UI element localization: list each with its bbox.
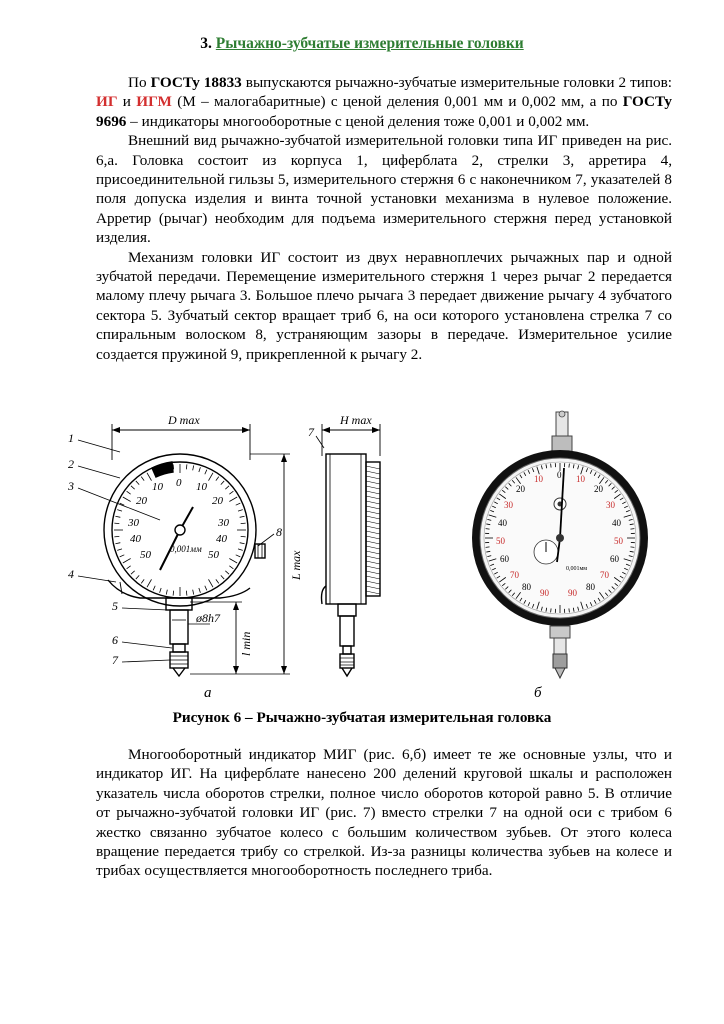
dial-b-num: 30 — [504, 500, 513, 510]
gost-9696: ГОСТу 9696 — [96, 93, 672, 130]
dial-tick — [630, 547, 634, 548]
dial-tick — [153, 586, 155, 591]
dial-tick — [205, 586, 207, 591]
dial-tick — [115, 543, 120, 544]
dial-tick — [186, 464, 187, 469]
knurl-line — [366, 566, 380, 569]
dial-tick — [127, 566, 131, 569]
dial-tick — [123, 497, 131, 502]
dial-tick — [236, 503, 241, 505]
dial-a-labels — [127, 477, 230, 561]
dial-tick — [240, 543, 245, 544]
paragraph-1: По ГОСТу 18833 выпускаются рычажно-зубчатые измерительные головки 2 типов: ИГ и ИГМ (М – малогабаритные) с ценой деления 0,001 мм и 0,002 мм, а по ГОСТу 9696 – индикаторы многооборотные с ценой деления тоже 0,001 и 0,002 мм. — [96, 74, 673, 130]
knurl-line — [366, 541, 380, 544]
text-block-top — [96, 73, 672, 364]
dial-b-num: 20 — [594, 484, 603, 494]
knurl-line — [366, 516, 380, 519]
callout-6: 6 — [112, 633, 118, 647]
knurl-line — [366, 496, 380, 499]
dial-b-num: 70 — [600, 570, 609, 580]
dial-a-num: 10 — [152, 481, 163, 493]
dial-a-num: 20 — [212, 495, 223, 507]
dial-a-num: 40 — [130, 533, 141, 545]
knurl-line — [366, 551, 380, 554]
paragraph-3: Механизм головки ИГ состоит из двух неравноплечих рычажных пар и одной зубчатой передачи. Перемещение измерительного стержня 1 через рычаг 2 передается малому плечу рычага 3. Большое плечо рычага 3 передает движение рычагу 4 зубчатого сектора 5. Зубчатый сектор вращает триб 6, на оси которого установлена стрелка 7 со спиральным волоском 8, устраняющим зазоры в передаче. Измерительное усилие создается пружиной 9, прикрепленной к рычагу 2. — [96, 248, 672, 363]
knurl-line — [366, 491, 380, 494]
figure-label-b: б — [534, 685, 542, 701]
figure-6 — [60, 410, 680, 701]
dial-tick — [486, 529, 490, 530]
type-ig: ИГ — [96, 93, 118, 111]
callout-7: 7 — [112, 653, 118, 667]
dial-tick — [236, 555, 241, 557]
knurl-line — [366, 571, 380, 574]
figure-label-a: а — [204, 685, 212, 701]
knurl-line — [366, 501, 380, 504]
dial-b-num: 10 — [576, 474, 585, 484]
dial-tick — [209, 579, 214, 587]
section-number: 3. — [200, 35, 212, 52]
dial-b-num: 60 — [500, 554, 509, 564]
dial-tick — [229, 497, 237, 502]
callout-2: 2 — [68, 457, 74, 471]
section-heading — [0, 34, 724, 53]
dial-tick — [131, 571, 135, 574]
dial-tick — [486, 547, 490, 548]
knurl-line — [366, 511, 380, 514]
dial-b-num: 70 — [510, 570, 519, 580]
dial-b-num: 20 — [516, 484, 525, 494]
knurl-line — [366, 486, 380, 489]
dial-tick — [114, 523, 119, 524]
dial-a-num: 20 — [136, 495, 147, 507]
dial-tick — [186, 591, 187, 596]
dial-b-num: 80 — [586, 582, 595, 592]
dial-a-unit: 0,001мм — [170, 544, 202, 554]
dial-b-unit: 0,001мм — [566, 566, 588, 572]
figure-caption: Рисунок 6 – Рычажно-зубчатая измерительная головка — [172, 709, 552, 726]
knurl-line — [366, 466, 380, 469]
callout-8: 8 — [276, 525, 282, 539]
type-igm: ИГМ — [136, 93, 172, 111]
figure-drawing — [60, 410, 680, 690]
knurl-line — [366, 576, 380, 579]
dial-tick — [240, 516, 245, 517]
knurl-line — [366, 481, 380, 484]
dial-tick — [147, 473, 152, 481]
dial-b-num: 90 — [540, 588, 549, 598]
dial-tick — [216, 477, 219, 481]
dial-tick — [114, 536, 119, 537]
dial-tick — [193, 590, 194, 595]
dial-b-num: 40 — [612, 518, 621, 528]
dial-tick — [216, 579, 219, 583]
knurl-line — [366, 556, 380, 559]
dial-a-num: 0 — [176, 477, 182, 489]
dial-tick — [123, 559, 131, 564]
dial-tick — [141, 579, 144, 583]
dial-tick — [569, 464, 570, 468]
dial-tick — [136, 481, 139, 485]
dial-tick — [229, 566, 233, 569]
dial-tick — [238, 549, 243, 551]
dial-tick — [120, 555, 125, 557]
dial-tick — [221, 481, 224, 485]
dial-a-num: 10 — [196, 481, 207, 493]
dial-tick — [209, 473, 214, 481]
dim-dmax: D max — [168, 413, 200, 427]
dial-a-num: 50 — [208, 549, 219, 561]
dial-b-num: 0 — [557, 470, 562, 480]
dial-b-num: 50 — [614, 536, 623, 546]
dial-tick — [241, 523, 246, 524]
dial-tick — [166, 590, 167, 595]
dial-tick — [229, 491, 233, 494]
dial-a-num: 30 — [218, 517, 229, 529]
knurl-line — [366, 506, 380, 509]
dial-tick — [117, 510, 122, 512]
drawing-a-side — [316, 424, 380, 676]
dial-tick — [630, 529, 634, 530]
dial-tick — [131, 486, 135, 489]
dial-a-num: 30 — [128, 517, 139, 529]
dial-tick — [117, 549, 122, 551]
dial-tick — [205, 470, 207, 475]
dial-tick — [193, 465, 194, 470]
dial-tick — [551, 464, 552, 468]
gost-18833: ГОСТу 18833 — [150, 74, 242, 91]
knurl-line — [366, 536, 380, 539]
dial-tick — [199, 467, 201, 472]
dial-tick — [238, 510, 243, 512]
dial-a-num: 50 — [140, 549, 151, 561]
dial-b-num: 60 — [610, 554, 619, 564]
dial-tick — [551, 608, 552, 612]
dial-tick — [115, 516, 120, 517]
dial-b-num: 90 — [568, 588, 577, 598]
knurl-line — [366, 531, 380, 534]
dim-lmax: L max — [289, 550, 303, 580]
knurl-line — [366, 471, 380, 474]
dim-lmin: l min — [239, 631, 253, 656]
callout-4: 4 — [68, 567, 74, 581]
dial-tick — [147, 579, 152, 587]
dial-b-num: 40 — [498, 518, 507, 528]
dial-tick — [199, 588, 201, 593]
dial-tick — [569, 608, 570, 612]
knurl-line — [366, 476, 380, 479]
dim-hmax: H max — [340, 413, 372, 427]
dial-tick — [225, 486, 229, 489]
dial-tick — [173, 591, 174, 596]
dial-tick — [127, 491, 131, 494]
dim-d8h7: ø8h7 — [196, 611, 220, 625]
dial-b-num: 30 — [606, 500, 615, 510]
dial-tick — [241, 536, 246, 537]
knurl-line — [366, 586, 380, 589]
dial-b-num: 80 — [522, 582, 531, 592]
section-title: Рычажно-зубчатые измерительные головки — [215, 35, 524, 52]
knurl-line — [366, 521, 380, 524]
dial-tick — [225, 571, 229, 574]
paragraph-2: Внешний вид рычажно-зубчатой измерительной головки типа ИГ приведен на рис. 6,а. Головка состоит из корпуса 1, циферблата 2, стрелки 3, арретира 4, присоединительной гильзы 5, измерительного стержня 6 с наконечником 7, указателей 8 поля допуска изделия и винта точной установки механизма в нулевое положение. Арретир (рычаг) необходим для подъема измерительного стержня перед установкой изделия. — [96, 132, 672, 247]
text-block-bottom — [96, 745, 672, 881]
knurl-line — [366, 561, 380, 564]
knurl-line — [366, 526, 380, 529]
callout-7-side: 7 — [308, 425, 314, 439]
dial-tick — [229, 559, 237, 564]
dial-tick — [160, 588, 162, 593]
dial-tick — [221, 575, 224, 579]
dial-b-num: 50 — [496, 536, 505, 546]
dial-a-num: 40 — [216, 533, 227, 545]
knurl-line — [366, 581, 380, 584]
paragraph-4: Многооборотный индикатор МИГ (рис. 6,б) имеет те же основные узлы, что и индикатор ИГ. На циферблате нанесено 200 делений круговой шкалы и расположен указатель числа оборотов стрелки, полное число оборотов которой равно 5. В отличие от рычажно-зубчатой головки ИГ (рис. 7) вместо стрелки 7 на одной оси с трибом 6 жестко связанно зубчатое колесо с большим количеством зубьев. От этого колеса вращение передается трибу со стрелкой. Из-за разницы количества зубьев на колесе и трибах осуществляется многооборотность последнего триба. — [96, 746, 672, 880]
callout-5: 5 — [112, 599, 118, 613]
knurl-line — [366, 546, 380, 549]
callout-1: 1 — [68, 431, 74, 445]
knurl-line — [366, 591, 380, 594]
dial-tick — [141, 477, 144, 481]
callout-3: 3 — [68, 479, 74, 493]
dial-b-num: 10 — [534, 474, 543, 484]
dial-tick — [136, 575, 139, 579]
